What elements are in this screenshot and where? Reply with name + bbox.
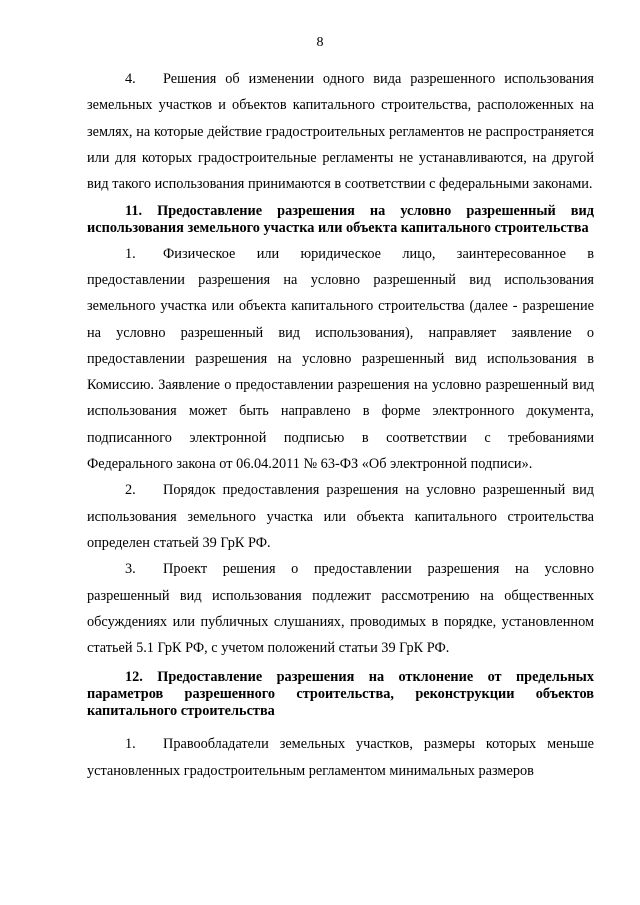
paragraph-number: 1. (125, 245, 136, 262)
section-11-paragraph-3 (87, 556, 594, 661)
section-11-paragraph-1 (87, 241, 594, 478)
section-11-paragraph-2 (87, 477, 594, 556)
paragraph-text: Правообладатели земельных участков, размеры которых меньше установленных градостроительным регламентом минимальных размеров (87, 736, 594, 779)
page-number: 8 (316, 35, 324, 50)
document-body (87, 66, 594, 784)
paragraph-text: Порядок предоставления разрешения на условно разрешенный вид использования земельного участка или объекта капитального строительства определен статьей 39 ГрК РФ. (87, 482, 594, 551)
paragraph-text: Решения об изменении одного вида разрешенного использования земельных участков и объектов капитального строительства, расположенных на землях, на которые действие градостроительных регламентов не распространяется или для которых градостроительные регламенты не устанавливаются, на другой вид такого использования принимаются в соответствии с федеральными законами. (87, 71, 594, 193)
paragraph-number: 2. (125, 482, 136, 499)
paragraph-text: Физическое или юридическое лицо, заинтересованное в предоставлении разрешения на условно разрешенный вид использования земельного участка или объекта капитального строительства (далее - разрешение на условно разрешенный вид использования), направляет заявление о предоставлении разрешения на условно разрешенный вид использования в Комиссию. Заявление о предоставлении разрешения на условно разрешенный вид использования может быть направлено в форме электронного документа, подписанного электронной подписью в соответствии с требованиями Федерального закона от 06.04.2011 № 63-ФЗ «Об электронной подписи». (87, 245, 594, 473)
section-12-paragraph-1 (87, 731, 594, 784)
paragraph-text: Проект решения о предоставлении разрешения на условно разрешенный вид использования подлежит рассмотрению на общественных обсуждениях или публичных слушаниях, проводимых в порядке, установленном статьей 5.1 ГрК РФ, с учетом положений статьи 39 ГрК РФ. (87, 561, 594, 657)
paragraph-number: 1. (125, 736, 136, 753)
paragraph-number: 3. (125, 561, 136, 578)
paragraph-4 (87, 66, 594, 197)
paragraph-number: 4. (125, 71, 136, 87)
section-11-heading: 11. Предоставление разрешения на условно разрешенный вид использования земельного участка или объекта капитального строительства (87, 203, 594, 237)
section-12-heading: 12. Предоставление разрешения на отклонение от предельных параметров разрешенного строительства, реконструкции объектов капитального строительства (87, 669, 594, 719)
